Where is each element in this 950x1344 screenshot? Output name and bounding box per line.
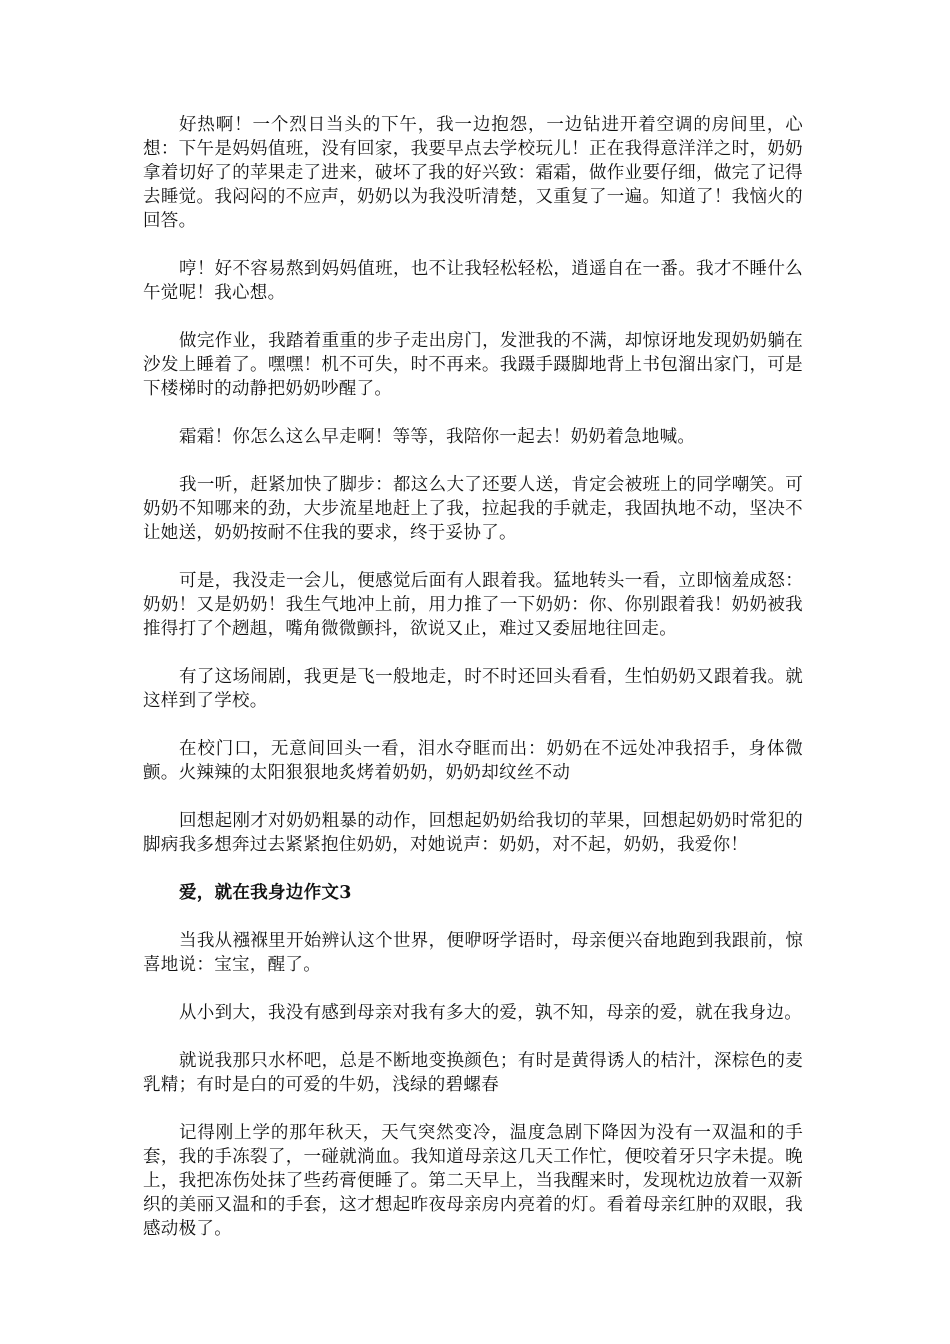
paragraph: 我一听，赶紧加快了脚步：都这么大了还要人送，肯定会被班上的同学嘲笑。可奶奶不知哪来的劲，大步流星地赶上了我，拉起我的手就走，我固执地不动，坚决不让她送，奶奶按耐不住我的要求，终于妥协了。 <box>143 475 803 543</box>
section-heading: 爱，就在我身边作文3 <box>179 883 352 903</box>
paragraph: 记得刚上学的那年秋天，天气突然变冷，温度急剧下降因为没有一双温和的手套，我的手冻裂了，一碰就淌血。我知道母亲这几天工作忙，便咬着牙只字未提。晚上，我把冻伤处抹了些药膏便睡了。第二天早上，当我醒来时，发现枕边放着一双新织的美丽又温和的手套，这才想起昨夜母亲房内亮着的灯。看着母亲红肿的双眼，我感动极了。 <box>143 1123 803 1239</box>
paragraph: 做完作业，我踏着重重的步子走出房门，发泄我的不满，却惊讶地发现奶奶躺在沙发上睡着了。嘿嘿！机不可失，时不再来。我蹑手蹑脚地背上书包溜出家门，可是下楼梯时的动静把奶奶吵醒了。 <box>143 331 803 399</box>
paragraph: 有了这场闹剧，我更是飞一般地走，时不时还回头看看，生怕奶奶又跟着我。就这样到了学校。 <box>143 667 803 711</box>
paragraph: 霜霜！你怎么这么早走啊！等等，我陪你一起去！奶奶着急地喊。 <box>179 427 696 447</box>
paragraph: 当我从襁褓里开始辨认这个世界，便咿呀学语时，母亲便兴奋地跑到我跟前，惊喜地说：宝宝，醒了。 <box>143 931 803 975</box>
paragraph: 好热啊！一个烈日当头的下午，我一边抱怨，一边钻进开着空调的房间里，心想：下午是妈妈值班，没有回家，我要早点去学校玩儿！正在我得意洋洋之时，奶奶拿着切好了的苹果走了进来，破坏了我的好兴致：霜霜，做作业要仔细，做完了记得去睡觉。我闷闷的不应声，奶奶以为我没听清楚，又重复了一遍。知道了！我恼火的回答。 <box>143 115 803 231</box>
paragraph: 从小到大，我没有感到母亲对我有多大的爱，孰不知，母亲的爱，就在我身边。 <box>179 1003 802 1023</box>
paragraph: 就说我那只水杯吧，总是不断地变换颜色；有时是黄得诱人的桔汁，深棕色的麦乳精；有时是白的可爱的牛奶，浅绿的碧螺春 <box>143 1051 803 1095</box>
paragraph: 回想起刚才对奶奶粗暴的动作，回想起奶奶给我切的苹果，回想起奶奶时常犯的脚病我多想奔过去紧紧抱住奶奶，对她说声：奶奶，对不起，奶奶，我爱你！ <box>143 811 803 855</box>
paragraph: 哼！好不容易熬到妈妈值班，也不让我轻松轻松，逍遥自在一番。我才不睡什么午觉呢！我心想。 <box>143 259 803 303</box>
paragraph: 在校门口，无意间回头一看，泪水夺眶而出：奶奶在不远处冲我招手，身体微颤。火辣辣的太阳狠狠地炙烤着奶奶，奶奶却纹丝不动 <box>143 739 803 783</box>
document-body <box>143 113 803 1265</box>
paragraph: 可是，我没走一会儿，便感觉后面有人跟着我。猛地转头一看，立即恼羞成怒：奶奶！又是奶奶！我生气地冲上前，用力推了一下奶奶：你、你别跟着我！奶奶被我推得打了个趔趄，嘴角微微颤抖，欲说又止，难过又委屈地往回走。 <box>143 571 803 639</box>
